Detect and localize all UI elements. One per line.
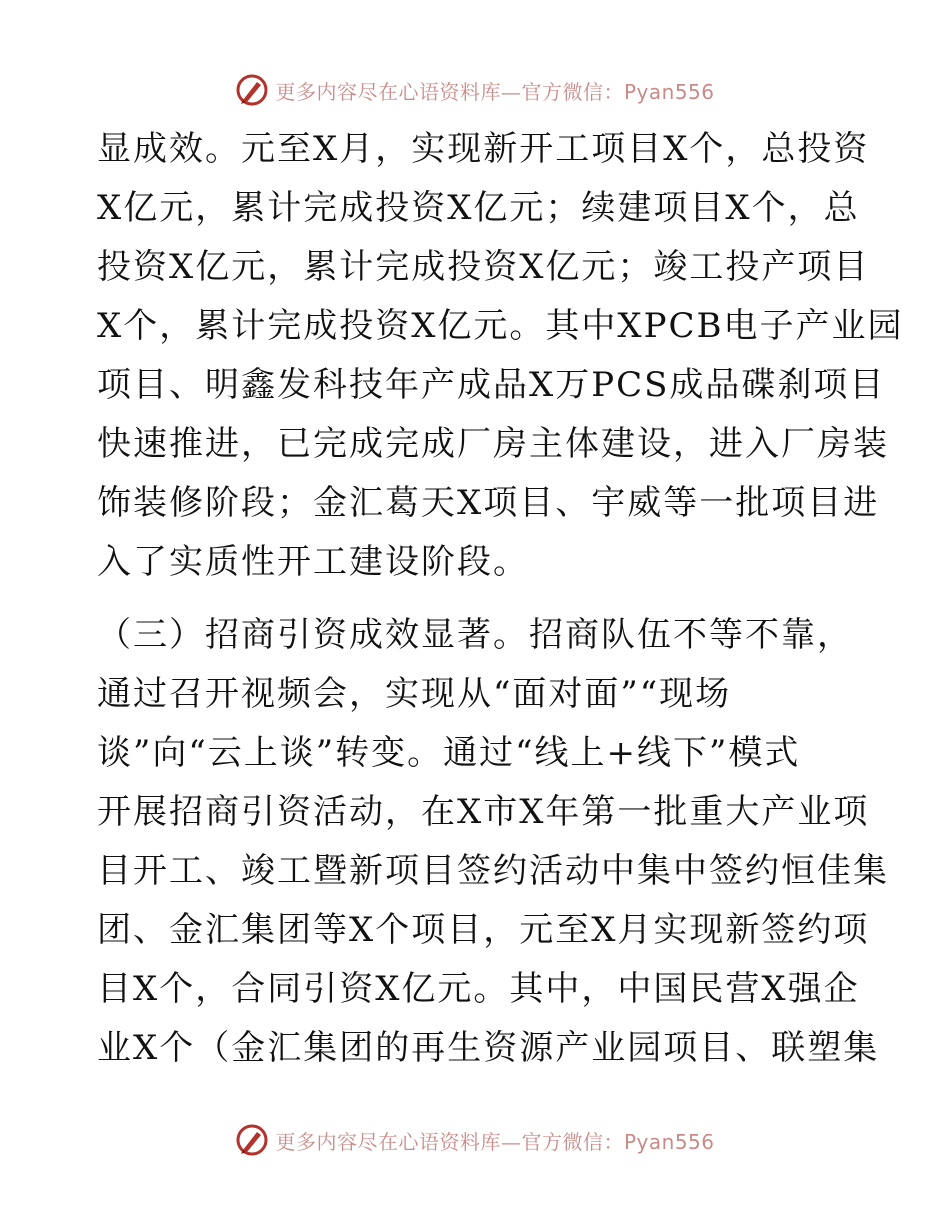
text-line: 开展招商引资活动，在X市X年第一批重大产业项 [97,792,870,832]
document-body [97,120,904,1078]
text-line: 业X个（金汇集团的再生资源产业园项目、联塑集 [97,1028,880,1068]
text-line: 目开工、竣工暨新项目签约活动中集中签约恒佳集 [97,851,889,891]
paragraph-spacer [97,592,857,606]
text-line: 项目、明鑫发科技年产成品X万PCS成品碟刹项目 [97,365,886,405]
text-line: 饰装修阶段；金汇葛天X项目、宇威等一批项目进 [97,483,880,523]
text-line: （三）招商引资成效显著。招商队伍不等不靠， [97,615,853,655]
text-line: 通过召开视频会，实现从“面对面”“现场 [97,674,732,714]
header-wechat-id: Pyan556 [623,79,715,104]
text-line: 入了实质性开工建设阶段。 [97,542,529,582]
text-line: 显成效。元至X月，实现新开工项目X个，总投资 [97,129,870,169]
pen-logo-icon [235,73,269,107]
footer-banner-text: 更多内容尽在心语资料库—官方微信：Pyan556 [275,1129,715,1154]
text-line: X亿元，累计完成投资X亿元；续建项目X个，总 [97,188,860,228]
text-line: 团、金汇集团等X个项目，元至X月实现新签约项 [97,910,870,950]
paragraph-1 [97,120,904,592]
footer-watermark-banner [0,1120,950,1160]
footer-wechat-id: Pyan556 [623,1129,715,1154]
pen-logo-icon [235,1123,269,1157]
paragraph-2 [97,606,889,1078]
text-line: 快速推进，已完成完成厂房主体建设，进入厂房装 [97,424,889,464]
text-line: 投资X亿元，累计完成投资X亿元；竣工投产项目 [97,247,870,287]
header-banner-text: 更多内容尽在心语资料库—官方微信：Pyan556 [275,79,715,104]
text-line: 目X个，合同引资X亿元。其中，中国民营X强企 [97,969,860,1009]
header-watermark-banner [0,70,950,110]
text-line: X个，累计完成投资X亿元。其中XPCB电子产业园 [97,306,904,346]
text-line: 谈”向“云上谈”转变。通过“线上+线下”模式 [97,733,801,773]
